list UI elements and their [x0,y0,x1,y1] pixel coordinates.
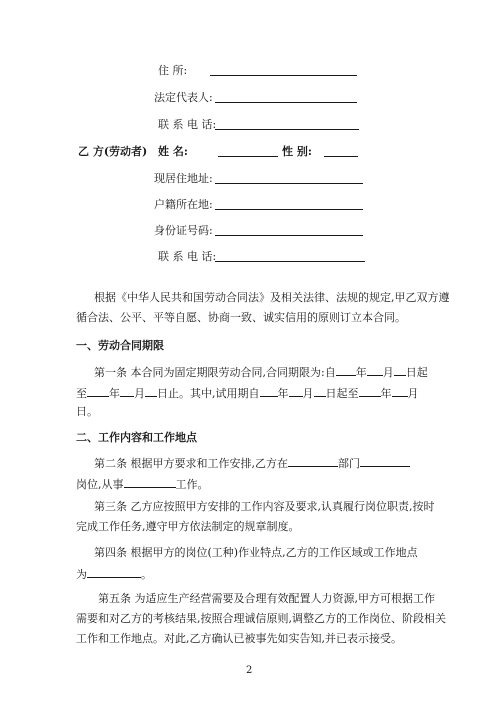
household-label: 户籍所在地: [154,198,213,211]
end-day-blank[interactable] [145,385,157,397]
article-5-line-1: 第五条 为适应生产经营需要及合理有效配置人力资源,甲方可根据工作 [98,592,435,605]
start-month-blank[interactable] [367,364,383,376]
legal-rep-label: 法定代表人: [154,91,213,104]
section-2-heading: 二、工作内容和工作地点 [76,431,197,444]
trial-start-year-blank[interactable] [260,385,278,397]
legal-rep-blank[interactable] [215,89,357,103]
end-month-unit: 月 [134,387,145,400]
trial-end-year-blank[interactable] [359,385,381,397]
name-label: 姓 名: [158,145,188,158]
intro-line-2: 循合法、公平、平等自愿、协商一致、诚实信用的原则订立本合同。 [76,311,406,324]
end-text: 日止。其中,试用期自 [157,387,260,400]
article-3-line-2: 完成工作任务,遵守甲方依法制定的规章制度。 [76,520,300,533]
article-1-text: 第一条 本合同为固定期限劳动合同,合同期限为:自 [94,366,336,379]
residence-blank[interactable] [215,170,363,184]
end-month-blank[interactable] [120,385,134,397]
residence-label: 现居住地址: [154,172,213,185]
trial-start-month-unit: 月 [302,387,314,400]
gender-blank[interactable] [324,143,358,157]
gender-label: 性 别: [282,145,312,158]
end-year-unit: 年 [109,387,120,400]
party-b-phone-label: 联 系 电 话: [158,250,217,263]
trial-end-month-blank[interactable] [392,385,408,397]
work-location-blank[interactable] [87,566,141,578]
work-unit: 工作。 [175,478,209,491]
party-a-phone-blank[interactable] [215,116,359,130]
article-1-line-3: 日。 [76,405,98,418]
work-location-suffix: 。 [141,568,152,581]
household-blank[interactable] [215,196,363,210]
work-type-blank[interactable] [124,476,176,488]
intro-line-1: 根据《中华人民共和国劳动合同法》及相关法律、法规的规定,甲乙双方遵 [94,291,450,304]
id-label: 身份证号码: [154,224,213,237]
section-1-heading: 一、劳动合同期限 [76,339,164,352]
article-4-line-1: 第四条 根据甲方的岗位(工种)作业特点,乙方的工作区域或工作地点 [94,546,418,559]
address-label: 住 所: [158,64,188,77]
trial-start-month-blank[interactable] [289,385,303,397]
page-number: 2 [246,665,253,676]
trial-end-year-unit: 年 [380,387,392,400]
article-1-line-2 [76,385,419,401]
post-label: 岗位,从事 [76,478,124,491]
to-label: 至 [76,387,87,400]
article-3-line-1: 第三条 乙方应按照甲方安排的工作内容及要求,认真履行岗位职责,按时 [94,500,435,513]
article-5-line-2: 需要和对乙方的考核结果,按照合理诚信原则,调整乙方的工作岗位、阶段相关 [76,612,446,625]
start-month-unit: 月 [382,366,394,379]
department-unit: 部门 [338,457,360,470]
id-blank[interactable] [215,222,363,236]
party-b-title: 乙 方(劳动者) [78,145,148,158]
article-2-text: 第二条 根据甲方要求和工作安排,乙方在 [94,457,288,470]
start-year-blank[interactable] [336,364,356,376]
article-4-line-2 [76,566,152,582]
trial-end-month-unit: 月 [407,387,419,400]
work-location-prefix: 为 [76,568,87,581]
trial-start-day-blank[interactable] [314,385,326,397]
article-2-line-1 [94,455,410,471]
article-2-line-2 [76,476,209,492]
department-extra-blank[interactable] [360,455,410,467]
trial-to-text: 日起至 [325,387,359,400]
start-day-unit: 日起 [405,366,428,379]
article-5-line-3: 工作和工作地点。对此,乙方确认已被事先如实告知,并已表示接受。 [76,632,402,645]
start-year-unit: 年 [355,366,367,379]
address-blank[interactable] [210,62,357,76]
start-day-blank[interactable] [394,364,406,376]
department-blank[interactable] [288,455,338,467]
article-1-line-1 [94,364,428,380]
end-year-blank[interactable] [87,385,109,397]
trial-start-year-unit: 年 [277,387,289,400]
name-blank[interactable] [218,143,278,157]
party-a-phone-label: 联 系 电 话: [158,118,217,131]
party-b-phone-blank[interactable] [215,248,365,262]
